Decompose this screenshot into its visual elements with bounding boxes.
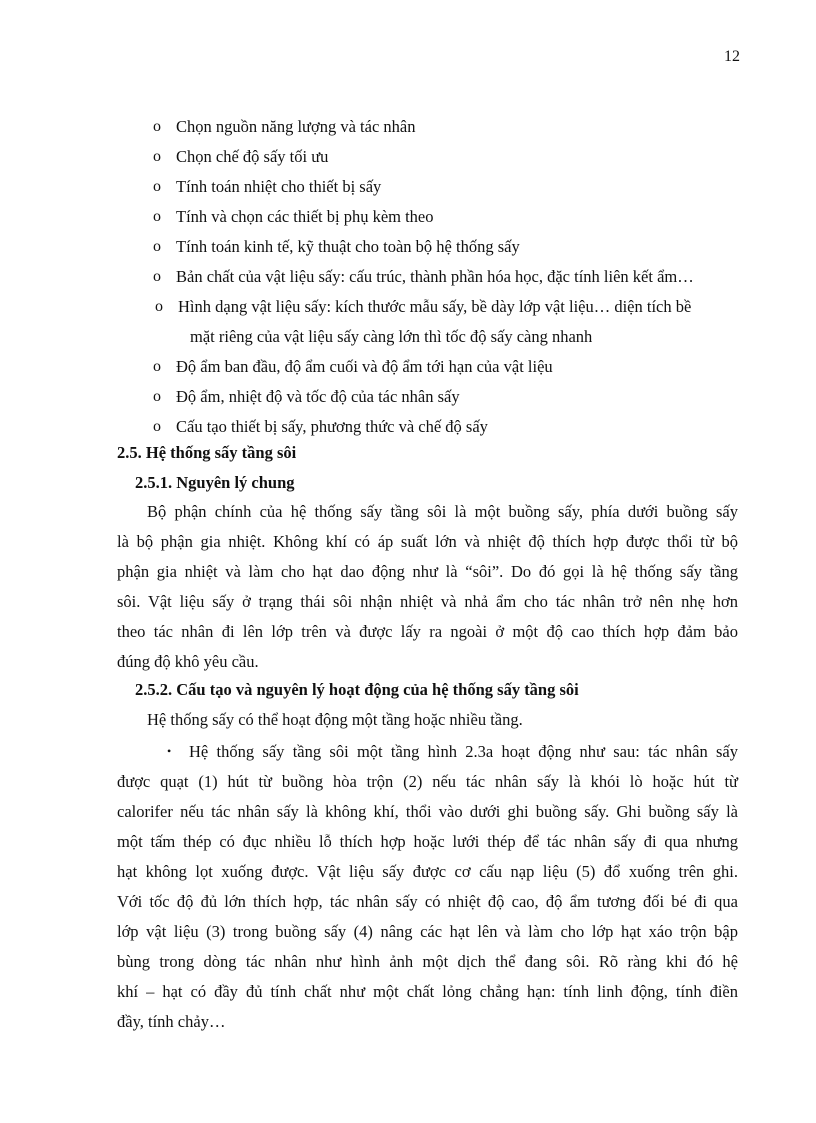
bullet-marker: o [155,298,163,315]
list-item [0,172,816,202]
bullet-marker: o [153,388,161,405]
bullet-marker: o [153,358,161,375]
text-line: calorifer nếu tác nhân sấy là không khí, thổi vào dưới ghi buồng sấy. Ghi buồng sấy là [117,802,738,821]
list-item [0,292,816,352]
subsection-heading: 2.5.1. Nguyên lý chung [135,473,295,492]
list-item-text: Cấu tạo thiết bị sấy, phương thức và chế độ sấy [176,417,488,436]
text-line: đúng độ khô yêu cầu. [117,652,259,671]
text-line: Với tốc độ đủ lớn thích hợp, tác nhân sấy có nhiệt độ cao, độ ẩm tương đối bé đi qua [117,892,738,911]
list-item [0,412,816,442]
bullet-marker: o [153,208,161,225]
list-item-text: Độ ẩm, nhiệt độ và tốc độ của tác nhân sấy [176,387,460,406]
text-line: hạt không lọt xuống được. Vật liệu sấy được cơ cấu nạp liệu (5) đổ xuống trên ghi. [117,862,738,881]
text-line: theo tác nhân đi lên lớp trên và được lấy ra ngoài ở một độ cao thích hợp đảm bảo [117,622,738,641]
bullet-marker: o [153,118,161,135]
page-number: 12 [724,48,740,65]
list-item [0,232,816,262]
list-item [0,382,816,412]
list-item-line: mặt riêng của vật liệu sấy càng lớn thì tốc độ sấy càng nhanh [190,327,593,346]
text-line: phận gia nhiệt và làm cho hạt dao động như là “sôi”. Do đó gọi là hệ thống sấy tầng [117,562,738,581]
text-line: một tấm thép có đục nhiều lỗ thích hợp hoặc lưới thép để tác nhân sấy đi qua nhưng [117,832,738,851]
list-item [0,262,816,292]
list-item-text: Độ ẩm ban đầu, độ ẩm cuối và độ ẩm tới hạn của vật liệu [176,357,553,376]
subsection-heading: 2.5.2. Cấu tạo và nguyên lý hoạt động của hệ thống sấy tầng sôi [135,680,579,699]
list-item-line: Hình dạng vật liệu sấy: kích thước mẫu sấy, bề dày lớp vật liệu… diện tích bề [178,297,692,316]
text-line: Bộ phận chính của hệ thống sấy tầng sôi là một buồng sấy, phía dưới buồng sấy [147,502,738,521]
list-item [0,142,816,172]
bullet-marker: o [153,418,161,435]
list-item-text: Chọn nguồn năng lượng và tác nhân [176,117,416,136]
list-item-text: Chọn chế độ sấy tối ưu [176,147,329,166]
text-line: bùng trong dòng tác nhân như hình ảnh một dịch thể đang sôi. Rõ ràng khi đó hệ [117,952,738,971]
text-line: được quạt (1) hút từ buồng hòa trộn (2) nếu tác nhân sấy là khói lò hoặc hút từ [117,772,738,791]
list-item [0,202,816,232]
text-line: Hệ thống sấy tầng sôi một tầng hình 2.3a hoạt động như sau: tác nhân sấy [189,742,738,761]
list-item-text [178,292,758,352]
list-item-text: Tính toán kinh tế, kỹ thuật cho toàn bộ hệ thống sấy [176,237,520,256]
text-line: khí – hạt có đầy đủ tính chất như một chất lỏng chẳng hạn: tính linh động, tính điền [117,982,738,1001]
bullet-marker: o [153,178,161,195]
list-item [0,352,816,382]
section-heading: 2.5. Hệ thống sấy tầng sôi [117,443,297,462]
list-item-text: Bản chất của vật liệu sấy: cấu trúc, thành phần hóa học, đặc tính liên kết ẩm… [176,267,694,286]
list-item-text: Tính toán nhiệt cho thiết bị sấy [176,177,382,196]
paragraph-operation [117,737,738,1037]
text-line: đầy, tính chảy… [117,1012,226,1031]
list-item [0,112,816,142]
list-item-text: Tính và chọn các thiết bị phụ kèm theo [176,207,434,226]
paragraph-principle [117,497,738,677]
bullet-marker: o [153,148,161,165]
bullet-list [0,112,816,442]
bullet-marker: o [153,238,161,255]
text-line: sôi. Vật liệu sấy ở trạng thái sôi nhận nhiệt và nhả ẩm cho tác nhân trở nên nhẹ hơn [117,592,738,611]
text-line: là bộ phận gia nhiệt. Không khí có áp suất lớn và nhiệt độ thích hợp được thổi từ bộ [117,532,738,551]
bullet-dot: • [167,744,172,758]
bullet-marker: o [153,268,161,285]
intro-sentence: Hệ thống sấy có thể hoạt động một tầng hoặc nhiều tầng. [147,710,523,729]
text-line: lớp vật liệu (3) trong buồng sấy (4) nâng các hạt lên và làm cho lớp hạt xáo trộn bập [117,922,738,941]
